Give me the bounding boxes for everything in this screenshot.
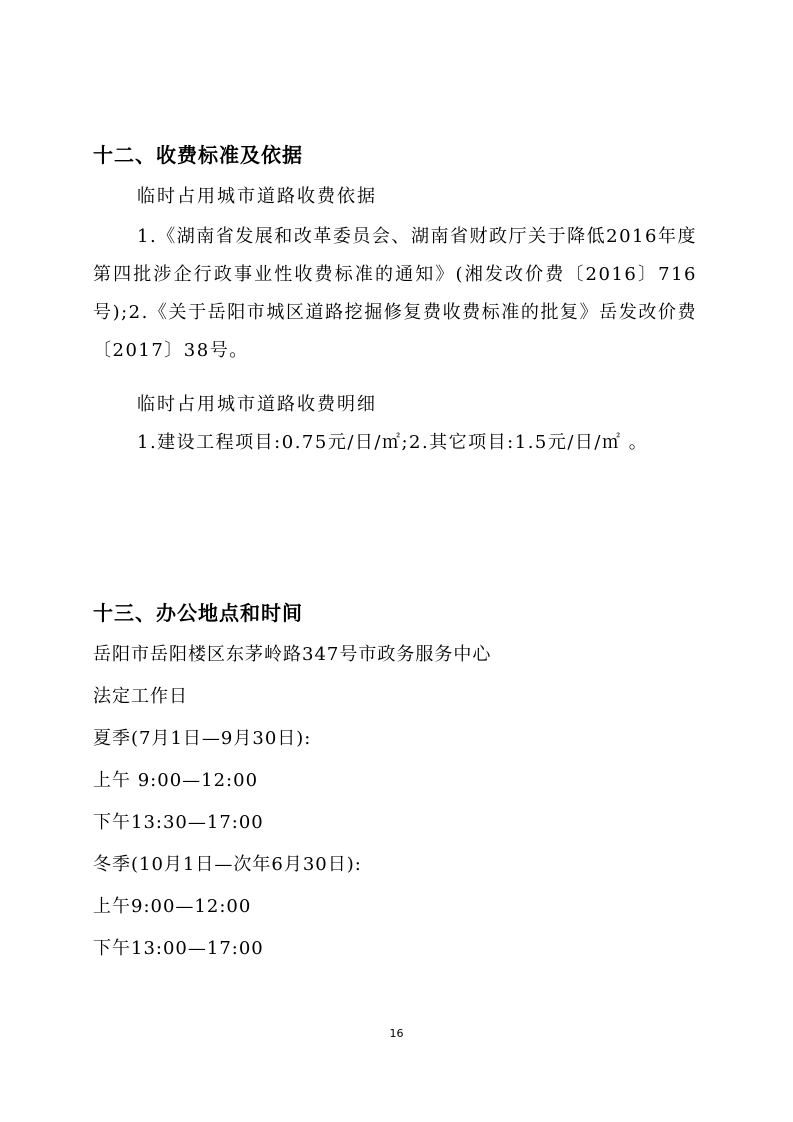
winter-label: 冬季(10月1日—次年6月30日): <box>93 854 362 875</box>
fee-detail-title: 临时占用城市道路收费明细 <box>137 394 377 415</box>
fee-basis-title: 临时占用城市道路收费依据 <box>137 186 377 207</box>
winter-afternoon-hours: 下午13:00—17:00 <box>93 938 264 959</box>
office-address: 岳阳市岳阳楼区东茅岭路347号市政务服务中心 <box>93 644 492 665</box>
winter-morning-hours: 上午9:00—12:00 <box>93 896 252 917</box>
summer-label: 夏季(7月1日—9月30日): <box>93 728 312 749</box>
section-13-heading: 十三、办公地点和时间 <box>93 601 303 625</box>
summer-morning-hours: 上午 9:00—12:00 <box>93 770 259 791</box>
fee-detail-text: 1.建设工程项目:0.75元/日/㎡;2.其它项目:1.5元/日/㎡ 。 <box>137 432 649 453</box>
page-number: 16 <box>389 1027 404 1040</box>
workday-label: 法定工作日 <box>93 686 188 707</box>
summer-afternoon-hours: 下午13:30—17:00 <box>93 812 264 833</box>
fee-basis-text: 1.《湖南省发展和改革委员会、湖南省财政厅关于降低2016年度第四批涉企行政事业性收费标准的通知》(湘发改价费〔2016〕716号);2.《关于岳阳市城区道路挖掘修复费收费标准的批复》岳发改价费〔2017〕38号。 <box>93 226 697 361</box>
section-12-heading: 十二、收费标准及依据 <box>93 143 303 167</box>
